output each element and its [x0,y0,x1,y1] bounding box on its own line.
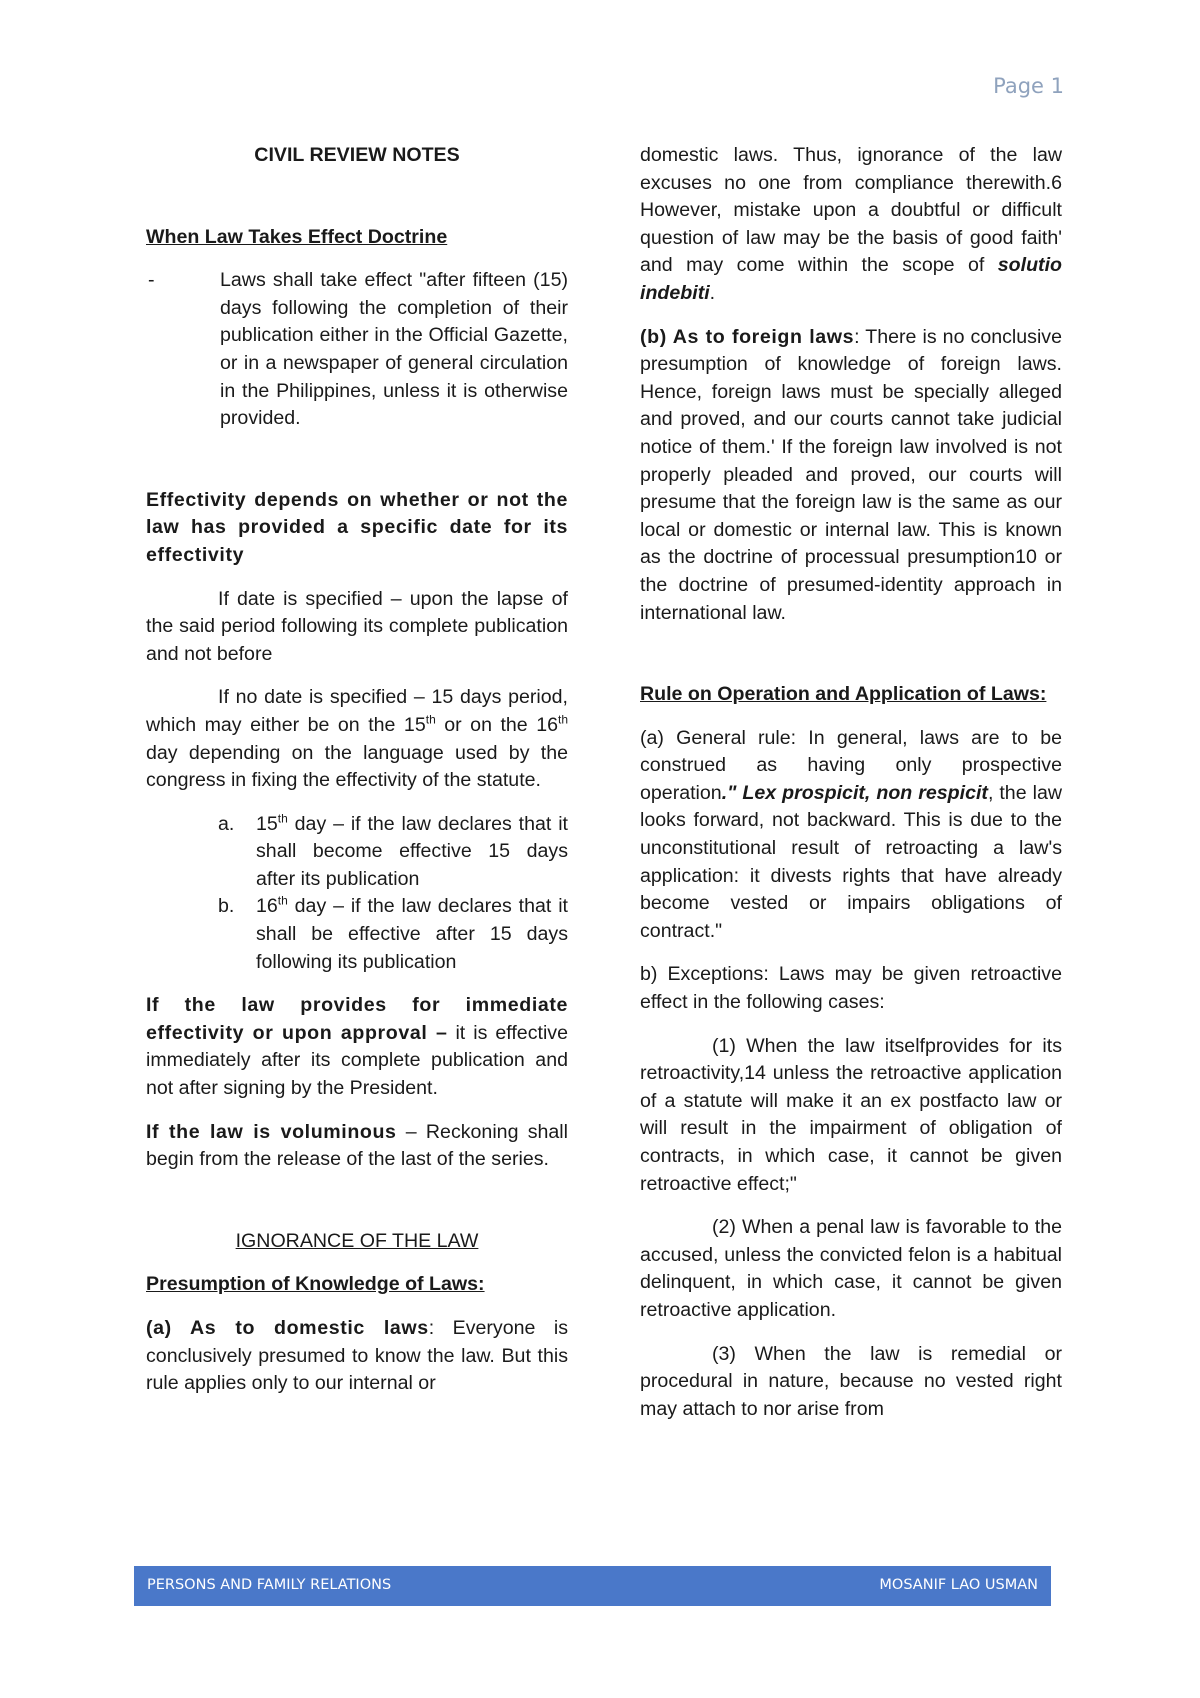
rule-operation-heading: Rule on Operation and Application of Laws: [640,683,1047,706]
date-specified-paragraph: If date is specified – upon the lapse of the said period following its complete publication and not before [146,587,568,665]
immediate-effectivity-paragraph: If the law provides for immediate effectivity or upon approval – it is effective immediately after its complete publication and not after signing by the President. [146,994,568,1100]
effectivity-heading: Effectivity depends on whether or not the law has provided a specific date for its effectivity [146,488,568,566]
voluminous-paragraph: If the law is voluminous – Reckoning shall begin from the release of the last of the series. [146,1120,569,1171]
footer-right-text: MOSANIF LAO USMAN [879,1577,1038,1593]
ignorance-heading: IGNORANCE OF THE LAW [235,1229,479,1252]
footer-left-text: PERSONS AND FAMILY RELATIONS [147,1577,392,1593]
domestic-laws-paragraph: (a) As to domestic laws: Everyone is conclusively presumed to know the law. But this rule applies only to our internal or [146,1317,568,1395]
exception-3-paragraph: (3) When the law is remedial or procedural in nature, because no vested right may attach to nor arise from [640,1342,1062,1420]
list-item: a. 15th day – if the law declares that it shall become effective 15 days after its publication [218,811,568,890]
presumption-heading: Presumption of Knowledge of Laws: [146,1273,485,1296]
foreign-laws-paragraph: (b) As to foreign laws: There is no conclusive presumption of knowledge of foreign laws. Hence, foreign laws must be specially alleged and proved, and our courts cannot take judicial notice of them.' If the foreign law involved is not properly pleaded and proved, our courts will presume that the foreign law is the same as our local or domestic or internal law. This is known as the doctrine of processual presumption10 or the doctrine of presumed-identity approach in international law. [640,325,1062,624]
left-column [146,142,568,1398]
dash-item-text: Laws shall take effect "after fifteen (15) days following the completion of their publication either in the Official Gazette, or in a newspaper of general circulation in the Philippines, unless it is otherwise provided. [220,269,568,430]
general-rule-paragraph: (a) General rule: In general, laws are to be construed as having only prospective operation." Lex prospicit, non respicit, the law looks forward, not backward. This is due to the unconstitutional result of retroacting a law's application: it divests rights that have already become vested or impairs obligations of contract." [640,726,1062,942]
list-item: b. 16th day – if the law declares that it shall be effective after 15 days following its publication [218,893,568,973]
no-date-paragraph: If no date is specified – 15 days period, which may either be on the 15th or on the 16th day depending on the language used by the congress in fixing the effectivity of the statute. [146,686,569,792]
right-column [640,142,1062,1423]
domestic-continuation-paragraph: domestic laws. Thus, ignorance of the law excuses no one from compliance therewith.6 However, mistake upon a doubtful or difficult question of law may be the basis of good faith' and may come within the scope of solutio indebiti. [640,144,1062,304]
document-title: CIVIL REVIEW NOTES [254,144,460,166]
exception-1-paragraph: (1) When the law itselfprovides for its retroactivity,14 unless the retroactive application of a statute will make it an ex postfacto law or will result in the impairment of obligation of contracts, in which case, it cannot be given retroactive effect;" [640,1034,1062,1195]
dash-list-item [146,267,568,433]
exceptions-paragraph: b) Exceptions: Laws may be given retroactive effect in the following cases: [640,963,1062,1014]
exception-2-paragraph: (2) When a penal law is favorable to the accused, unless the convicted felon is a habitual delinquent, in which case, it cannot be given retroactive application. [640,1216,1062,1321]
dash-bullet: - [148,269,155,292]
heading-when-law-takes-effect: When Law Takes Effect Doctrine [146,225,448,248]
page-number: Page 1 [993,74,1064,98]
footer-bar [134,1566,1051,1606]
